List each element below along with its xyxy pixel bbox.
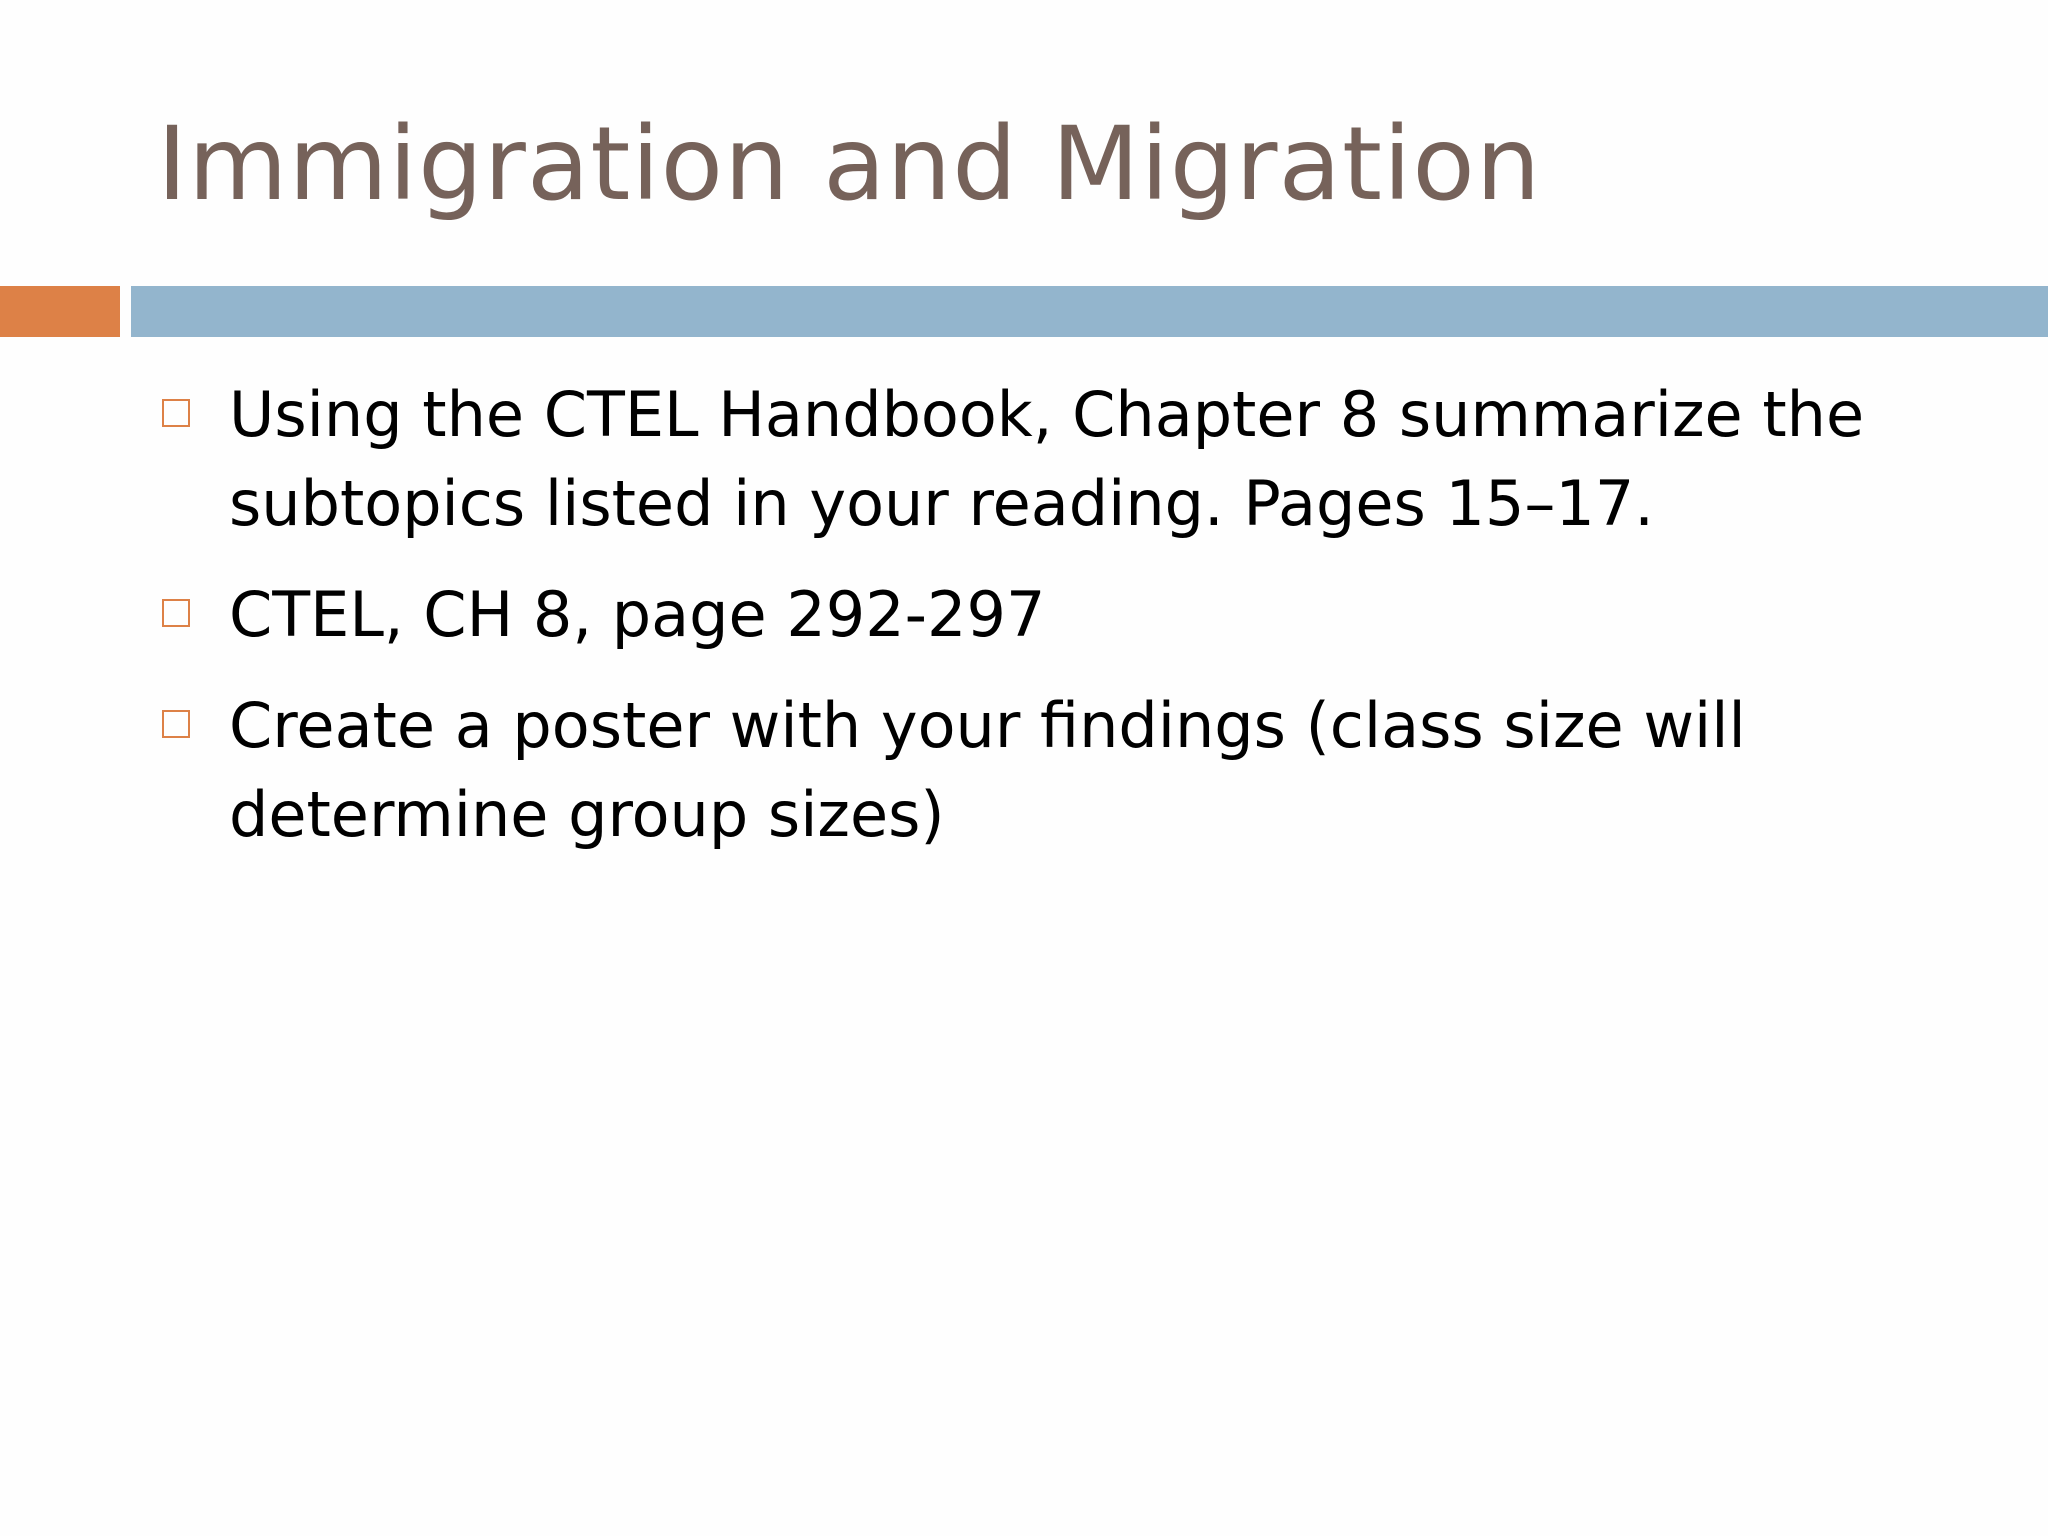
bullet-text: Create a poster with your findings (class size will determine group sizes)	[229, 689, 1746, 851]
title-accent-bar-blue	[131, 286, 2048, 337]
bullet-item	[0, 370, 2048, 548]
hollow-square-bullet-icon	[162, 599, 190, 627]
bullet-text: Using the CTEL Handbook, Chapter 8 summarize the subtopics listed in your reading. Pages 15–17.	[229, 378, 1865, 540]
hollow-square-bullet-icon	[162, 710, 190, 738]
title-accent-bar-orange	[0, 286, 120, 337]
slide-title: Immigration and Migration	[157, 105, 1542, 224]
bullet-item	[0, 681, 2048, 859]
bullet-item	[0, 570, 2048, 659]
hollow-square-bullet-icon	[162, 399, 190, 427]
bullet-text: CTEL, CH 8, page 292-297	[229, 578, 1046, 651]
bullet-list	[0, 370, 2048, 881]
